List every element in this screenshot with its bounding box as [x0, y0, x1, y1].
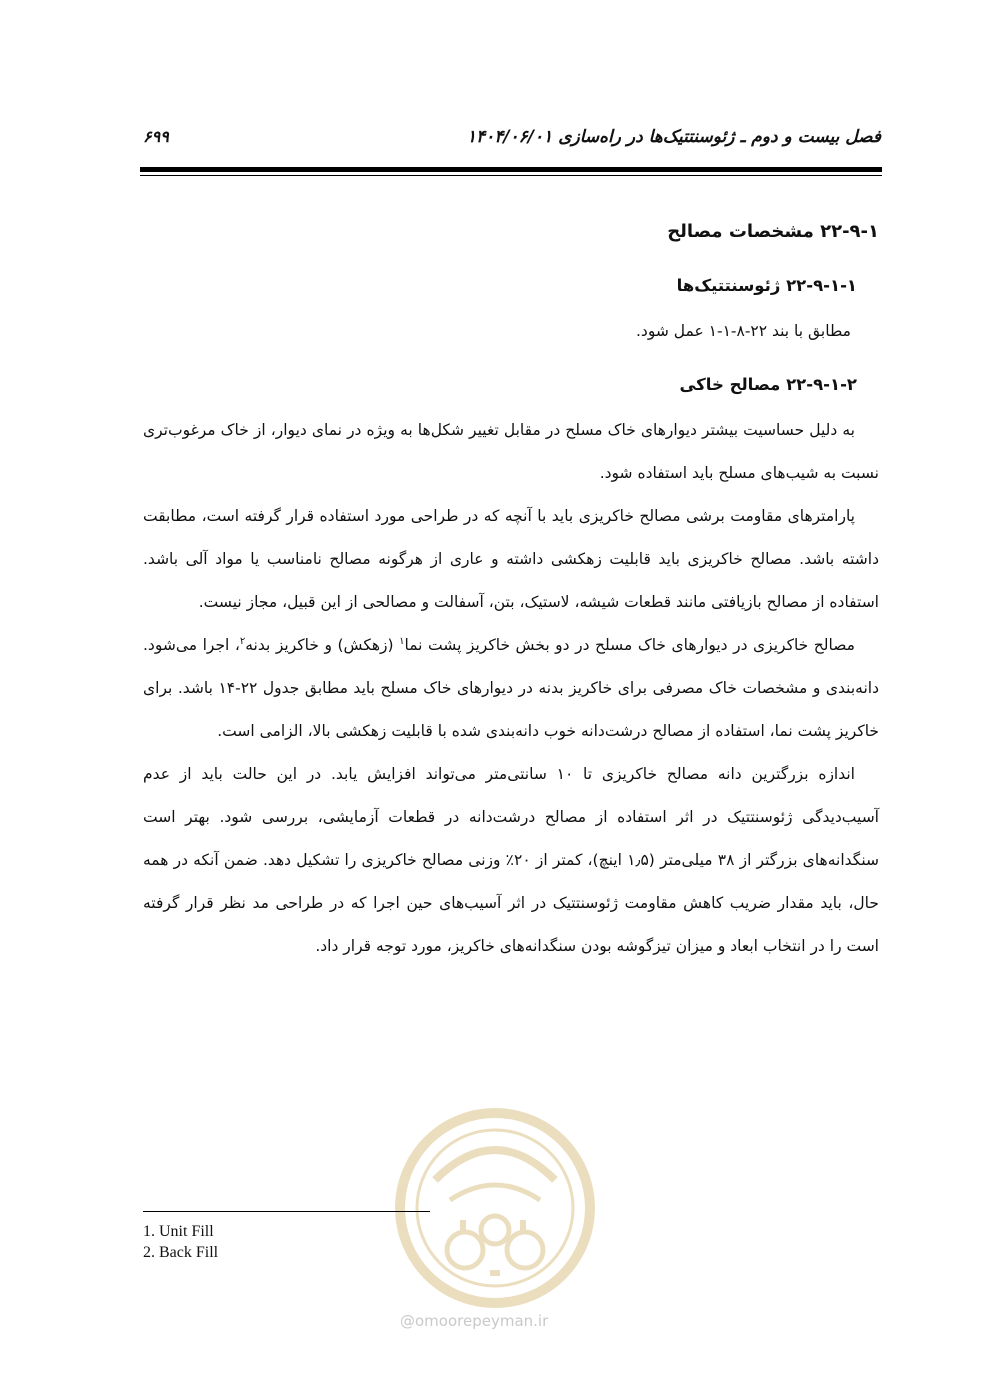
- paragraph-4: اندازه بزرگترین دانه مصالح خاکریزی تا ۱۰ سانتی‌متر می‌تواند افزایش یابد. در این حالت باید از عدم آسیب‌دیدگی ژئوسنتتیک در اثر استفاده از مصالح درشت‌دانه در قطعات آزمایشی، بررسی شود. بهتر است سنگدانه‌های بزرگتر از ۳۸ میلی‌متر (۱٫۵ اینچ)، کمتر از ۲۰٪ وزنی مصالح خاکریزی را تشکیل دهد. ضمن آنکه در همه حال، باید مقدار ضریب کاهش مقاومت ژئوسنتتیک در اثر آسیب‌های حین اجرا که در طراحی مد نظر قرار گرفته است را در انتخاب ابعاد و میزان تیزگوشه بودن سنگدانه‌های خاکریز، مورد توجه قرار داد.: [143, 765, 880, 955]
- paragraph-3-part-b: (زهکش) و خاکریز بدنه: [245, 636, 400, 654]
- subsection-heading-soil-materials: ۲۲-۹-۱-۲ مصالح خاکی: [679, 375, 857, 394]
- paragraph-3-part-a: مصالح خاکریزی در دیوارهای خاک مسلح در دو بخش خاکریز پشت نما: [404, 636, 855, 654]
- header-title: فصل بیست و دوم ـ ژئوسنتتیک‌ها در راه‌سازی ۱۴۰۴/۰۶/۰۱: [466, 127, 881, 147]
- watermark-caption: @omoorepeyman.ir: [400, 1312, 549, 1330]
- footnote-rule: [143, 1211, 430, 1212]
- page-number: ۶۹۹: [143, 127, 169, 146]
- footnote-ref-1[interactable]: ۱: [399, 635, 405, 647]
- header-rule-thick: [140, 167, 882, 172]
- footnote-2: 2. Back Fill: [143, 1244, 219, 1261]
- footnote-1: 1. Unit Fill: [143, 1223, 214, 1240]
- main-content: [143, 212, 879, 968]
- paragraph-geosynthetics: مطابق با بند ۲۲-۸-۱-۱ عمل شود.: [636, 322, 851, 340]
- subsection-heading-geosynthetics: ۲۲-۹-۱-۱ ژئوسنتتیک‌ها: [676, 276, 857, 295]
- paragraph-3-part-c: ، اجرا می‌شود. دانه‌بندی و مشخصات خاک مصرفی برای خاکریز بدنه در دیوارهای خاک مسلح باید مطابق جدول ۲۲-۱۴ باشد. برای خاکریز پشت نما، استفاده از مصالح درشت‌دانه خوب دانه‌بندی شده با قابلیت زهکشی بالا، الزامی است.: [143, 636, 879, 740]
- footnotes: [143, 1221, 218, 1263]
- header-rule-thin: [140, 175, 882, 176]
- paragraph-3: [143, 624, 879, 753]
- section-heading: ۲۲-۹-۱ مشخصات مصالح: [667, 221, 879, 242]
- paragraph-2: پارامترهای مقاومت برشی مصالح خاکریزی باید با آنچه که در طراحی مورد استفاده قرار گرفته است، مطابقت داشته باشد. مصالح خاکریزی باید قابلیت زهکشی داشته و عاری از هرگونه مصالح نامناسب یا مواد آلی باشد. استفاده از مصالح بازیافتی مانند قطعات شیشه، لاستیک، بتن، آسفالت و مصالحی از این قبیل، مجاز نیست.: [143, 507, 879, 611]
- footnote-ref-2[interactable]: ۲: [239, 635, 246, 647]
- paragraph-1: به دلیل حساسیت بیشتر دیوارهای خاک مسلح در مقابل تغییر شکل‌ها به ویژه در نمای دیوار، از خاک مرغوب‌تری نسبت به شیب‌های مسلح باید استفاده شود.: [143, 421, 879, 482]
- running-header: [143, 127, 881, 163]
- watermark-logo: [380, 1100, 610, 1330]
